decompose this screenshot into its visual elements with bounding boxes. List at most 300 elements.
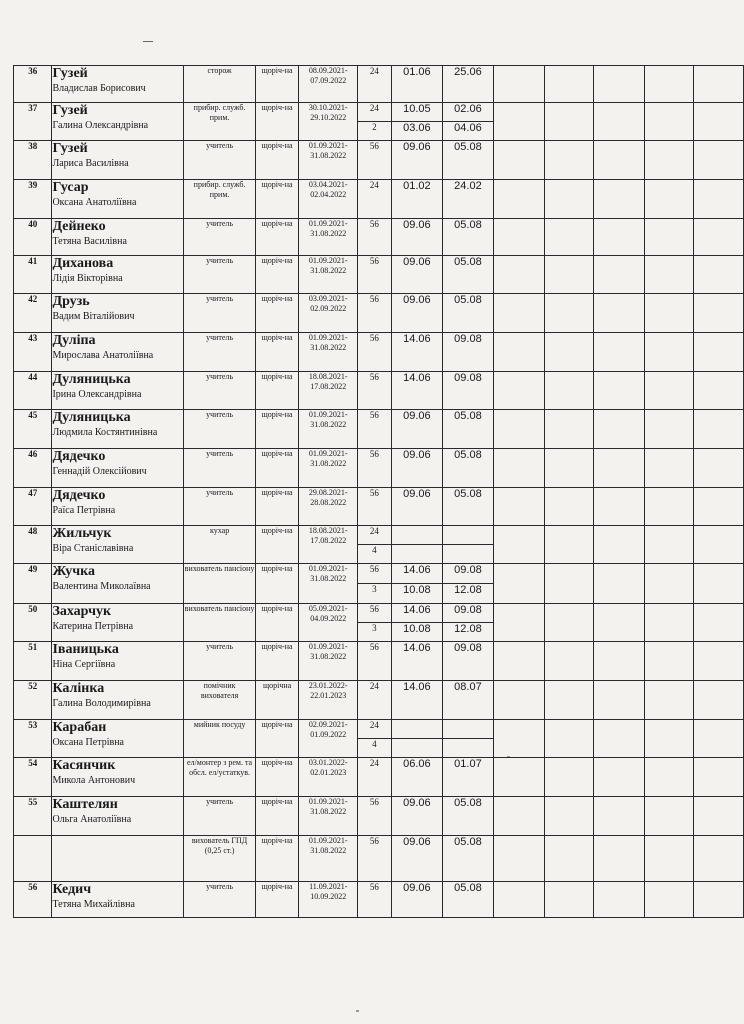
vacation-start-cell: 06.06: [391, 758, 443, 797]
vacation-start-cell: 14.06: [391, 604, 443, 623]
table-row: [14, 642, 744, 681]
row-number: 46: [14, 449, 52, 488]
vacation-days-cell: 24: [358, 103, 392, 122]
empty-cell: [693, 526, 743, 564]
vacation-type-cell: щоріч-на: [255, 219, 299, 256]
working-year-cell: 01.09.2021-31.08.2022: [299, 333, 358, 372]
employee-name-cell: [52, 180, 184, 219]
empty-cell: [544, 219, 593, 256]
employee-given-name: Раїса Петрівна: [52, 505, 116, 516]
vacation-end-cell: 05.08: [443, 410, 494, 449]
empty-cell: [693, 564, 743, 604]
empty-cell: [693, 410, 743, 449]
employee-given-name: Оксана Анатоліївна: [52, 197, 137, 208]
position-cell: сторож: [184, 66, 255, 103]
employee-surname: Захарчук: [52, 604, 112, 619]
table-row: [14, 720, 744, 739]
vacation-end-cell: 04.06: [443, 122, 494, 141]
employee-given-name: Оксана Петрівна: [52, 737, 124, 748]
vacation-days-cell: 56: [358, 642, 392, 681]
employee-name-cell: [52, 526, 184, 564]
empty-cell: [493, 449, 544, 488]
employee-surname: Друзь: [52, 294, 90, 309]
row-number: 47: [14, 488, 52, 526]
empty-cell: [593, 66, 644, 103]
vacation-type-cell: щоріч-на: [255, 103, 299, 141]
vacation-type-cell: щоріч-на: [255, 488, 299, 526]
vacation-end-cell: 02.06: [443, 103, 494, 122]
vacation-end-cell: 12.08: [443, 623, 494, 642]
vacation-start-cell: 01.06: [391, 66, 443, 103]
working-year-cell: 01.09.2021-31.08.2022: [299, 141, 358, 180]
row-number: 44: [14, 372, 52, 410]
vacation-end-cell: [443, 545, 494, 564]
employee-surname: Дейнеко: [52, 219, 106, 234]
employee-name-cell: [52, 372, 184, 410]
vacation-start-cell: 10.08: [391, 623, 443, 642]
empty-cell: [593, 333, 644, 372]
empty-cell: [693, 333, 743, 372]
employee-surname: Касянчик: [52, 758, 116, 773]
position-cell: учитель: [184, 410, 255, 449]
vacation-end-cell: 12.08: [443, 584, 494, 604]
working-year-cell: 01.09.2021-31.08.2022: [299, 256, 358, 294]
empty-cell: [593, 758, 644, 797]
empty-cell: [644, 372, 693, 410]
empty-cell: [644, 66, 693, 103]
vacation-days-cell: 56: [358, 836, 392, 882]
empty-cell: [493, 219, 544, 256]
employee-name-cell: [52, 882, 184, 918]
vacation-end-cell: 05.08: [443, 449, 494, 488]
vacation-start-cell: 14.06: [391, 681, 443, 720]
empty-cell: [493, 604, 544, 642]
empty-cell: [493, 410, 544, 449]
empty-cell: [644, 294, 693, 333]
empty-cell: [593, 180, 644, 219]
empty-cell: [593, 564, 644, 604]
empty-cell: [693, 449, 743, 488]
working-year-cell: 01.09.2021-31.08.2022: [299, 836, 358, 882]
vacation-schedule-table: [13, 65, 744, 918]
empty-cell: [693, 372, 743, 410]
empty-cell: [493, 180, 544, 219]
empty-cell: [593, 882, 644, 918]
position-cell: учитель: [184, 882, 255, 918]
vacation-days-cell: 56: [358, 219, 392, 256]
vacation-type-cell: щоріч-на: [255, 141, 299, 180]
empty-cell: [544, 488, 593, 526]
working-year-cell: 01.09.2021-31.08.2022: [299, 410, 358, 449]
empty-cell: [493, 372, 544, 410]
employee-name-cell: [52, 836, 184, 882]
empty-cell: [644, 103, 693, 141]
empty-cell: [544, 294, 593, 333]
vacation-type-cell: щоріч-на: [255, 564, 299, 604]
employee-name-cell: [52, 103, 184, 141]
vacation-end-cell: 05.08: [443, 882, 494, 918]
empty-cell: [493, 256, 544, 294]
row-number: 50: [14, 604, 52, 642]
employee-name-cell: [52, 219, 184, 256]
row-number: 45: [14, 410, 52, 449]
employee-given-name: Галина Олександрівна: [52, 120, 149, 131]
empty-cell: [693, 66, 743, 103]
row-number: 38: [14, 141, 52, 180]
vacation-type-cell: щоріч-на: [255, 410, 299, 449]
row-number: 54: [14, 758, 52, 797]
table-row: [14, 219, 744, 256]
employee-surname: Жучка: [52, 564, 95, 579]
vacation-days-cell: 56: [358, 604, 392, 623]
table-row: [14, 294, 744, 333]
empty-cell: [693, 797, 743, 836]
empty-cell: [544, 604, 593, 642]
working-year-cell: 01.09.2021-31.08.2022: [299, 564, 358, 604]
empty-cell: [593, 797, 644, 836]
empty-cell: [544, 681, 593, 720]
table-row: [14, 103, 744, 122]
vacation-days-cell: 24: [358, 681, 392, 720]
empty-cell: [593, 219, 644, 256]
vacation-start-cell: 01.02: [391, 180, 443, 219]
vacation-days-cell: 4: [358, 545, 392, 564]
empty-cell: [493, 564, 544, 604]
position-cell: учитель: [184, 488, 255, 526]
table-row: [14, 681, 744, 720]
row-number: 49: [14, 564, 52, 604]
empty-cell: [593, 526, 644, 564]
vacation-type-cell: щоріч-на: [255, 720, 299, 758]
empty-cell: [544, 410, 593, 449]
row-number: 41: [14, 256, 52, 294]
employee-surname: Гузей: [52, 103, 88, 118]
employee-given-name: Галина Володимирівна: [52, 698, 151, 709]
vacation-start-cell: 09.06: [391, 294, 443, 333]
vacation-start-cell: 14.06: [391, 564, 443, 584]
empty-cell: [693, 488, 743, 526]
empty-cell: [693, 720, 743, 758]
empty-cell: [693, 180, 743, 219]
vacation-days-cell: 56: [358, 256, 392, 294]
empty-cell: [544, 642, 593, 681]
empty-cell: [644, 564, 693, 604]
empty-cell: [693, 256, 743, 294]
empty-cell: [644, 836, 693, 882]
empty-cell: [544, 797, 593, 836]
employee-name-cell: [52, 449, 184, 488]
vacation-type-cell: щоріч-на: [255, 526, 299, 564]
employee-given-name: Тетяна Михайлівна: [52, 899, 135, 910]
empty-cell: [493, 333, 544, 372]
vacation-end-cell: 09.08: [443, 372, 494, 410]
working-year-cell: 01.09.2021-31.08.2022: [299, 449, 358, 488]
vacation-type-cell: щоріч-на: [255, 256, 299, 294]
vacation-start-cell: [391, 526, 443, 545]
empty-cell: [593, 836, 644, 882]
empty-cell: [644, 180, 693, 219]
empty-cell: [544, 256, 593, 294]
vacation-days-cell: 3: [358, 584, 392, 604]
empty-cell: [544, 564, 593, 604]
employee-given-name: Владислав Борисович: [52, 83, 146, 94]
empty-cell: [693, 103, 743, 141]
position-cell: учитель: [184, 256, 255, 294]
empty-cell: [493, 141, 544, 180]
employee-name-cell: [52, 66, 184, 103]
employee-surname: Гузей: [52, 141, 88, 156]
empty-cell: [593, 488, 644, 526]
empty-cell: [644, 488, 693, 526]
empty-cell: [493, 294, 544, 333]
position-cell: ел/монтер з рем. та обсл. ел/устаткув.: [184, 758, 255, 797]
vacation-start-cell: 09.06: [391, 797, 443, 836]
vacation-start-cell: 10.08: [391, 584, 443, 604]
vacation-type-cell: щоріч-на: [255, 882, 299, 918]
empty-cell: [544, 449, 593, 488]
employee-given-name: Лідія Вікторівна: [52, 273, 123, 284]
position-cell: учитель: [184, 333, 255, 372]
empty-cell: [644, 720, 693, 758]
employee-given-name: Вадим Віталійович: [52, 311, 135, 322]
empty-cell: [693, 219, 743, 256]
vacation-start-cell: [391, 720, 443, 739]
employee-given-name: Геннадій Олексійович: [52, 466, 147, 477]
empty-cell: [644, 681, 693, 720]
row-number: 39: [14, 180, 52, 219]
employee-name-cell: [52, 294, 184, 333]
table-row: [14, 564, 744, 584]
employee-given-name: Людмила Костянтинівна: [52, 427, 158, 438]
working-year-cell: 11.09.2021-10.09.2022: [299, 882, 358, 918]
vacation-type-cell: щоріч-на: [255, 642, 299, 681]
employee-given-name: Катерина Петрівна: [52, 621, 134, 632]
empty-cell: [493, 720, 544, 758]
vacation-days-cell: 56: [358, 797, 392, 836]
empty-cell: [693, 882, 743, 918]
empty-cell: [544, 141, 593, 180]
position-cell: кухар: [184, 526, 255, 564]
table-row: [14, 488, 744, 526]
vacation-days-cell: 56: [358, 410, 392, 449]
table-row: [14, 66, 744, 103]
vacation-type-cell: щоріч-на: [255, 294, 299, 333]
working-year-cell: 29.08.2021-28.08.2022: [299, 488, 358, 526]
vacation-type-cell: щоріч-на: [255, 372, 299, 410]
vacation-end-cell: 05.08: [443, 797, 494, 836]
vacation-days-cell: 24: [358, 758, 392, 797]
employee-given-name: Ніна Сергіївна: [52, 659, 116, 670]
table-row: [14, 256, 744, 294]
table-row: [14, 180, 744, 219]
vacation-end-cell: 09.08: [443, 333, 494, 372]
working-year-cell: 08.09.2021-07.09.2022: [299, 66, 358, 103]
vacation-type-cell: щоріч-на: [255, 66, 299, 103]
vacation-start-cell: 09.06: [391, 410, 443, 449]
empty-cell: [593, 372, 644, 410]
empty-cell: [493, 882, 544, 918]
empty-cell: [693, 604, 743, 642]
empty-cell: [493, 488, 544, 526]
employee-name-cell: [52, 797, 184, 836]
table-row: [14, 758, 744, 797]
table-row: [14, 526, 744, 545]
empty-cell: [593, 642, 644, 681]
position-cell: вихователь пансіону: [184, 564, 255, 604]
vacation-start-cell: 09.06: [391, 449, 443, 488]
empty-cell: [693, 642, 743, 681]
empty-cell: [644, 758, 693, 797]
vacation-end-cell: 09.08: [443, 564, 494, 584]
vacation-days-cell: 56: [358, 141, 392, 180]
employee-surname: Жильчук: [52, 526, 112, 541]
vacation-start-cell: 09.06: [391, 256, 443, 294]
table-row: [14, 604, 744, 623]
vacation-end-cell: 05.08: [443, 219, 494, 256]
empty-cell: [693, 681, 743, 720]
employee-given-name: Ірина Олександрівна: [52, 389, 142, 400]
vacation-type-cell: щоріч-на: [255, 797, 299, 836]
vacation-days-cell: 56: [358, 333, 392, 372]
vacation-end-cell: [443, 739, 494, 758]
employee-surname: Дуляницька: [52, 372, 131, 387]
working-year-cell: 01.09.2021-31.08.2022: [299, 642, 358, 681]
vacation-end-cell: 05.08: [443, 141, 494, 180]
vacation-start-cell: [391, 739, 443, 758]
row-number: [14, 836, 52, 882]
table-row: [14, 836, 744, 882]
empty-cell: [593, 604, 644, 642]
vacation-type-cell: щоріч-на: [255, 180, 299, 219]
vacation-start-cell: 09.06: [391, 219, 443, 256]
vacation-end-cell: 01.07: [443, 758, 494, 797]
employee-surname: Дуляницька: [52, 410, 131, 425]
position-cell: учитель: [184, 642, 255, 681]
empty-cell: [544, 180, 593, 219]
employee-surname: Гузей: [52, 66, 88, 81]
position-cell: вихователь ГПД (0,25 ст.): [184, 836, 255, 882]
row-number: 37: [14, 103, 52, 141]
row-number: 56: [14, 882, 52, 918]
vacation-days-cell: 56: [358, 294, 392, 333]
position-cell: учитель: [184, 294, 255, 333]
vacation-days-cell: 56: [358, 488, 392, 526]
row-number: 48: [14, 526, 52, 564]
empty-cell: [644, 410, 693, 449]
vacation-end-cell: 25.06: [443, 66, 494, 103]
empty-cell: [593, 103, 644, 141]
vacation-days-cell: 24: [358, 720, 392, 739]
table-row: [14, 372, 744, 410]
employee-given-name: Ольга Анатоліївна: [52, 814, 132, 825]
row-number: 55: [14, 797, 52, 836]
empty-cell: [544, 66, 593, 103]
position-cell: учитель: [184, 141, 255, 180]
working-year-cell: 05.09.2021-04.09.2022: [299, 604, 358, 642]
vacation-start-cell: 14.06: [391, 372, 443, 410]
vacation-days-cell: 56: [358, 882, 392, 918]
vacation-start-cell: 09.06: [391, 882, 443, 918]
vacation-end-cell: [443, 720, 494, 739]
empty-cell: [644, 219, 693, 256]
vacation-start-cell: 09.06: [391, 836, 443, 882]
empty-cell: [544, 836, 593, 882]
empty-cell: [644, 604, 693, 642]
employee-given-name: Мирослава Анатоліївна: [52, 350, 154, 361]
employee-name-cell: [52, 256, 184, 294]
row-number: 53: [14, 720, 52, 758]
vacation-start-cell: 09.06: [391, 488, 443, 526]
empty-cell: [693, 758, 743, 797]
vacation-end-cell: 09.08: [443, 604, 494, 623]
table-row: [14, 333, 744, 372]
vacation-days-cell: 56: [358, 449, 392, 488]
empty-cell: [644, 526, 693, 564]
vacation-end-cell: 05.08: [443, 836, 494, 882]
empty-cell: [693, 836, 743, 882]
row-number: 51: [14, 642, 52, 681]
employee-name-cell: [52, 604, 184, 642]
position-cell: помічник вихователя: [184, 681, 255, 720]
table-row: [14, 882, 744, 918]
table-row: [14, 449, 744, 488]
employee-name-cell: [52, 758, 184, 797]
vacation-start-cell: [391, 545, 443, 564]
employee-given-name: Микола Антонович: [52, 775, 136, 786]
vacation-type-cell: щоріч-на: [255, 449, 299, 488]
empty-cell: [493, 681, 544, 720]
empty-cell: [544, 882, 593, 918]
position-cell: учитель: [184, 449, 255, 488]
position-cell: учитель: [184, 372, 255, 410]
vacation-days-cell: 56: [358, 564, 392, 584]
vacation-type-cell: щорічна: [255, 681, 299, 720]
position-cell: мийник посуду: [184, 720, 255, 758]
employee-name-cell: [52, 333, 184, 372]
vacation-end-cell: 08.07: [443, 681, 494, 720]
empty-cell: [544, 372, 593, 410]
vacation-days-cell: 24: [358, 526, 392, 545]
vacation-start-cell: 03.06: [391, 122, 443, 141]
empty-cell: [593, 256, 644, 294]
vacation-type-cell: щоріч-на: [255, 604, 299, 642]
table-row: [14, 797, 744, 836]
working-year-cell: 30.10.2021-29.10.2022: [299, 103, 358, 141]
working-year-cell: 03.09.2021-02.09.2022: [299, 294, 358, 333]
scan-speck: [356, 1010, 359, 1012]
vacation-days-cell: 3: [358, 623, 392, 642]
vacation-start-cell: 14.06: [391, 642, 443, 681]
vacation-end-cell: 05.08: [443, 294, 494, 333]
employee-given-name: Віра Станіславівна: [52, 543, 134, 554]
empty-cell: [493, 66, 544, 103]
row-number: 43: [14, 333, 52, 372]
employee-name-cell: [52, 720, 184, 758]
employee-surname: Дуліпа: [52, 333, 96, 348]
empty-cell: [644, 797, 693, 836]
empty-cell: [644, 256, 693, 294]
empty-cell: [693, 141, 743, 180]
vacation-end-cell: 24.02: [443, 180, 494, 219]
vacation-start-cell: 14.06: [391, 333, 443, 372]
empty-cell: [493, 836, 544, 882]
row-number: 36: [14, 66, 52, 103]
position-cell: вихователь пансіону: [184, 604, 255, 642]
empty-cell: [544, 103, 593, 141]
empty-cell: [593, 681, 644, 720]
empty-cell: [493, 526, 544, 564]
employee-surname: Кедич: [52, 882, 92, 897]
